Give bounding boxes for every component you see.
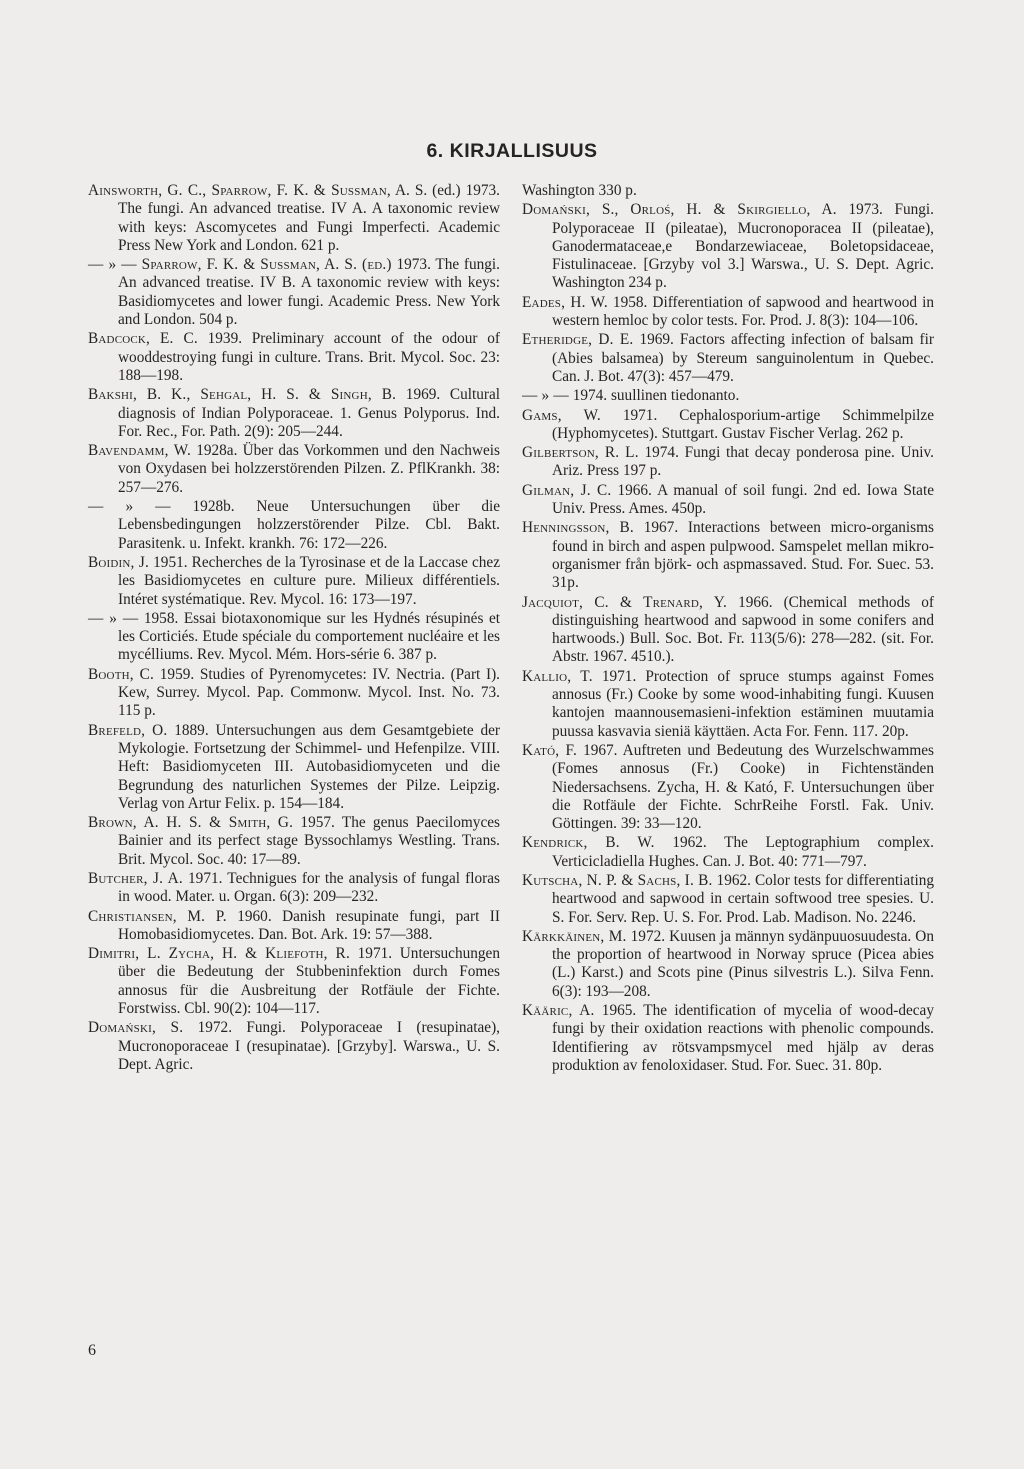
- reference-entry: [88, 386, 500, 441]
- reference-text: 1960. Danish resupinate fungi, part II Homobasidiomycetes. Dan. Bot. Ark. 19: 57—388.: [118, 907, 500, 943]
- page-heading: 6. KIRJALLISUUS: [426, 140, 598, 162]
- reference-text: A. S. (ed.) 1973. The fungi. An advanced treatise. IV A. A taxonomic review with keys: Ascomycetes and Fungi Imperfecti. Academic Press New York and London. 621 p.: [118, 182, 500, 254]
- reference-entry: [522, 742, 934, 833]
- reference-entry: [88, 256, 500, 329]
- reference-author: Eades, H. W.: [522, 293, 608, 311]
- reference-entry: [522, 1002, 934, 1075]
- left-column: [88, 182, 500, 1075]
- reference-entry: [522, 331, 934, 386]
- reference-entry: [88, 814, 500, 869]
- reference-author: Brown, A. H. S. & Smith, G.: [88, 814, 294, 832]
- reference-text: 1889. Untersuchungen aus dem Gesamtgebiete der Mykologie. Fortsetzung der Schimmel- und Hefenpilze. VIII. Heft: Basidiomyceten III. Autobasidiomyceten und die Begrundung des naturlichen Systemes der Pilze. Leipzig. Verlag von Artur Felix. p. 154—184.: [118, 721, 500, 812]
- reference-text: 1957. The genus Paecilomyces Bainier and its perfect stage Byssochlamys Westling. Trans. Brit. Mycol. Soc. 40: 17—89.: [118, 814, 500, 868]
- reference-entry: [522, 182, 934, 200]
- reference-text: 1966. A manual of soil fungi. 2nd ed. Iowa State Univ. Press. Ames. 450p.: [552, 481, 934, 518]
- reference-author: Kääric, A.: [522, 1002, 595, 1020]
- reference-author: Bakshi, B. K., Sehgal, H. S. & Singh, B.: [88, 386, 397, 404]
- reference-entry: [522, 872, 934, 927]
- reference-text: 1962. Color tests for differentiating heartwood and sapwood in certain softwood tree spesies. U. S. For. Serv. Rep. U. S. For. Prod. Lab. Madison. No. 2246.: [552, 871, 934, 926]
- reference-author: Domański, S., Orloś, H. & Skirgiello, A.: [522, 201, 837, 219]
- reference-entry: [88, 666, 500, 721]
- reference-text: 1972. Fungi. Polyporaceae I (resupinatae), Mucronoporaceae I (resupinatae). [Grzyby]. Warswa., U. S. Dept. Agric.: [118, 1019, 501, 1073]
- reference-entry: [88, 330, 500, 385]
- reference-text: 1959. Studies of Pyrenomycetes: IV. Nectria. (Part I). Kew, Surrey. Mycol. Pap. Commonw. Mycol. Inst. No. 73. 115 p.: [118, 665, 500, 720]
- reference-author: Henningsson, B.: [522, 519, 634, 537]
- reference-author: Boidin, J.: [88, 553, 150, 571]
- reference-text: 1951. Recherches de la Tyrosinase et de la Laccase chez les Basidiomycetes en culture pure. Milieux différentiels. Intéret systématique. Rev. Mycol. 16: 173—197.: [118, 553, 500, 608]
- reference-author: Etheridge, D. E.: [522, 331, 634, 349]
- reference-author: Ainsworth, G. C., Sparrow, F. K. & Sussman,: [88, 182, 391, 199]
- reference-author: Kató, F.: [522, 741, 578, 759]
- reference-author: Christiansen, M. P.: [88, 907, 227, 925]
- reference-entry: [88, 722, 500, 813]
- reference-text: 1962. The Leptographium complex. Verticicladiella Hughes. Can. J. Bot. 40: 771—797.: [552, 834, 934, 870]
- reference-entry: [522, 294, 934, 331]
- reference-text: 1972. Kuusen ja männyn sydänpuuosuudesta. On the proportion of heartwood in Norway spruce (Picea abies (L.) Karst.) and Scots pine (Pinus silvestris L.). Silva Fenn. 6(3): 193—208.: [552, 927, 934, 1000]
- reference-text: 1966. (Chemical methods of distinguishing heartwood and sapwood in some conifers and hartwoods.) Bull. Soc. Bot. Fr. 113(5/6): 278—282. (sit. For. Abstr. 1967. 4510.).: [552, 593, 934, 666]
- reference-author: — » —: [88, 498, 171, 516]
- reference-entry: [522, 407, 934, 444]
- reference-text: Washington 330 p.: [522, 182, 637, 199]
- reference-author: Bavendamm, W.: [88, 442, 191, 460]
- reference-entry: [522, 668, 934, 741]
- right-column: [522, 182, 934, 1076]
- reference-entry: [88, 182, 500, 255]
- reference-text: 1969. Cultural diagnosis of Indian Polyporaceae. 1. Genus Polyporus. Ind. For. Rec., For. Path. 2(9): 205—244.: [118, 386, 500, 440]
- reference-entry: [522, 834, 934, 871]
- reference-author: Gilman, J. C.: [522, 481, 612, 499]
- reference-author: Brefeld, O.: [88, 721, 168, 739]
- reference-entry: [522, 444, 934, 481]
- reference-author: Kendrick, B. W.: [522, 834, 655, 852]
- reference-author: Gilbertson, R. L.: [522, 444, 639, 462]
- reference-text: 1974. suullinen tiedonanto.: [568, 387, 740, 405]
- reference-text: 1973. Fungi. Polyporaceae II (pileatae), Mucronoporacea II (pileatae), Ganodermataceae,e Bondarzewiaceae, Boletopsidaceae, Fistulinaceae. [Grzyby vol 3.] Warswa., U. S. Dept. Agric. Washington 234 p.: [552, 201, 934, 292]
- reference-text: 1928b. Neue Untersuchungen über die Lebensbedingungen holzzerstörender Pilze. Cbl. Bakt. Parasitenk. u. Infekt. krankh. 76: 172—226.: [118, 498, 501, 552]
- reference-entry: [88, 610, 500, 665]
- reference-entry: [88, 908, 500, 945]
- reference-entry: [522, 519, 934, 592]
- reference-author: Butcher, J. A.: [88, 869, 183, 887]
- reference-author: Booth, C.: [88, 665, 155, 683]
- reference-author: — » —: [88, 609, 139, 627]
- reference-text: 1971. Cephalosporium-artige Schimmelpilze (Hyphomycetes). Stuttgart. Gustav Fischer Verlag. 262 p.: [552, 406, 934, 442]
- reference-entry: [522, 201, 934, 292]
- reference-author: Gams, W.: [522, 406, 601, 424]
- reference-entry: [88, 945, 500, 1018]
- reference-text: 1965. The identification of mycelia of wood-decay fungi by their oxidation reactions with phenolic compounds. Identifiering av rötsvampsmycel med hjälp av deras produktion av fenoloxidaser. Stud. For. Suec. 31. 80p.: [552, 1002, 934, 1074]
- reference-entry: [88, 1019, 500, 1074]
- reference-entry: [522, 928, 934, 1001]
- reference-text: 1974. Fungi that decay ponderosa pine. Univ. Ariz. Press 197 p.: [552, 444, 934, 480]
- reference-author: — » —: [522, 387, 569, 405]
- reference-author: Badcock, E. C.: [88, 330, 198, 348]
- reference-text: 1967. Interactions between micro-organisms found in birch and aspen pulpwood. Samspelet mellan mikro-organismer från björk- och aspmassaved. Stud. For. Suec. 53. 31p.: [552, 519, 934, 592]
- reference-author: Domański, S.: [88, 1019, 184, 1037]
- reference-entry: [88, 498, 500, 553]
- reference-text: 1967. Auftreten und Bedeutung des Wurzelschwammes (Fomes annosus (Fr.) Cooke) in Fichtenständen Niedersachsens. Zycha, H. & Kató, F. Untersuchungen über die Rotfäule der Fichte. SchrReihe Forstl. Fak. Univ. Göttingen. 39: 33—120.: [552, 741, 934, 833]
- reference-author: Kallio, T.: [522, 667, 593, 685]
- reference-text: 1973. The fungi. An advanced treatise. IV B. A taxonomic review with keys: Basidiomycetes and lower fungi. Academic Press. New York and London. 504 p.: [118, 256, 500, 329]
- reference-text: 1971. Technigues for the analysis of fungal floras in wood. Mater. u. Organ. 6(3): 209—232.: [118, 869, 501, 906]
- reference-text: 1939. Preliminary account of the odour of wooddestroying fungi in culture. Trans. Brit. Mycol. Soc. 23: 188—198.: [118, 330, 500, 384]
- reference-text: 1958. Differentiation of sapwood and heartwood in western hemloc by color tests. For. Prod. J. 8(3): 104—106.: [552, 293, 934, 330]
- reference-author: — » — Sparrow, F. K. & Sussman, A. S. (ed.): [88, 256, 392, 274]
- reference-entry: [522, 387, 934, 405]
- reference-text: 1971. Protection of spruce stumps against Fomes annosus (Fr.) Cooke by some wood-inhabiting fungi. Kuusen kantojen maannousemasieni-infektion estäminen muutamia puussa kasvavia sieniä käyttäen. Acta For. Fenn. 117. 20p.: [552, 667, 934, 740]
- reference-text: 1971. Untersuchungen über die Bedeutung der Stubbeninfektion durch Fomes annosus für die Ausbreitung der Rotfäule der Fichte. Forstwiss. Cbl. 90(2): 104—117.: [118, 945, 500, 1018]
- reference-text: 1928a. Über das Vorkommen und den Nachweis von Oxydasen bei holzzerstörenden Pilzen. Z. PflKrankh. 38: 257—276.: [118, 442, 500, 496]
- reference-author: Jacquiot, C. & Trenard, Y.: [522, 593, 728, 611]
- reference-author: Kärkkäinen, M.: [522, 927, 627, 945]
- reference-author: Kutscha, N. P. & Sachs, I. B.: [522, 871, 713, 889]
- page-number: 6: [88, 1342, 96, 1359]
- reference-entry: [88, 870, 500, 907]
- reference-author: Dimitri, L. Zycha, H. & Kliefoth, R.: [88, 945, 350, 963]
- reference-entry: [522, 482, 934, 519]
- reference-entry: [522, 594, 934, 667]
- reference-text: 1958. Essai biotaxonomique sur les Hydnés résupinés et les Corticiés. Etude spéciale du comportement nucléaire et les mycélliums. Rev. Mycol. Mém. Hors-série 6. 387 p.: [118, 609, 501, 664]
- reference-entry: [88, 442, 500, 497]
- reference-entry: [88, 554, 500, 609]
- reference-text: 1969. Factors affecting infection of balsam fir (Abies balsamea) by Stereum sanguinolentum in Quebec. Can. J. Bot. 47(3): 457—479.: [552, 331, 934, 385]
